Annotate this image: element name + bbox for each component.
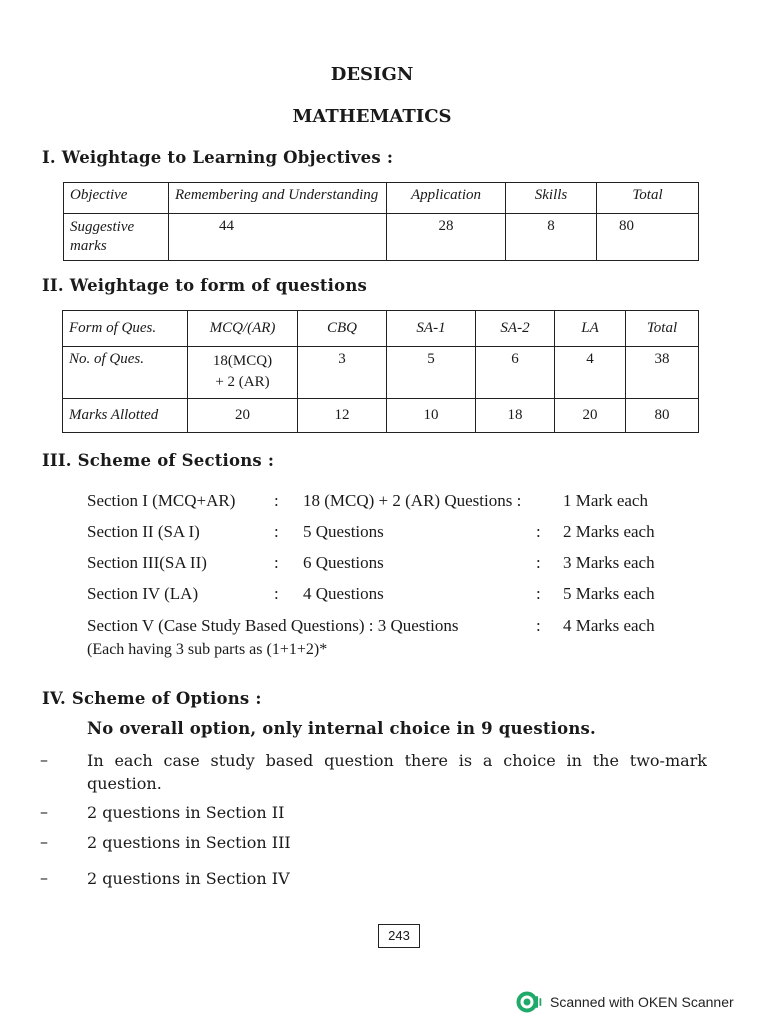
table-cell: 18(MCQ) + 2 (AR): [188, 347, 298, 399]
table-header-cell: Skills: [506, 183, 597, 214]
table-cell: 80: [626, 399, 699, 433]
marks-each: 1 Mark each: [563, 491, 648, 510]
table-header-cell: Total: [626, 311, 699, 347]
section-5-note: (Each having 3 sub parts as (1+1+2)*: [87, 641, 328, 658]
row-label-cell: No. of Ques.: [63, 347, 188, 399]
page-title: DESIGN: [330, 64, 414, 85]
list-bullet: –: [40, 832, 48, 851]
colon: :: [536, 584, 541, 603]
table-header-cell: Application: [387, 183, 506, 214]
table-header-cell: Remembering and Understanding: [169, 183, 387, 214]
table-header-cell: CBQ: [298, 311, 387, 347]
table-cell: 80: [597, 214, 699, 261]
section-1-heading: I. Weightage to Learning Objectives :: [42, 148, 394, 167]
colon: :: [536, 553, 541, 572]
subject-title: MATHEMATICS: [292, 106, 452, 127]
marks-each: 3 Marks each: [563, 553, 655, 572]
table-header-cell: LA: [555, 311, 626, 347]
table-cell: 3: [298, 347, 387, 399]
table-cell: 38: [626, 347, 699, 399]
marks-each: 4 Marks each: [563, 616, 655, 635]
section-name: Section I (MCQ+AR): [87, 491, 236, 510]
table-cell: 4: [555, 347, 626, 399]
list-item: 2 questions in Section IV: [87, 869, 290, 888]
scanner-text: Scanned with OKEN Scanner: [550, 994, 734, 1010]
scanner-logo-icon: [516, 991, 542, 1013]
colon: :: [536, 522, 541, 541]
table-cell: 20: [188, 399, 298, 433]
page-number: 243: [378, 924, 420, 948]
question-forms-table: [62, 310, 699, 433]
colon: :: [536, 616, 541, 635]
colon: :: [274, 491, 279, 510]
section-3-heading: III. Scheme of Sections :: [42, 451, 275, 470]
marks-each: 2 Marks each: [563, 522, 655, 541]
list-bullet: –: [40, 868, 48, 887]
table-cell: 12: [298, 399, 387, 433]
colon: :: [274, 522, 279, 541]
table-cell: 20: [555, 399, 626, 433]
table-header-cell: Objective: [64, 183, 169, 214]
question-count: 18 (MCQ) + 2 (AR) Questions :: [303, 491, 522, 510]
objectives-table: [63, 182, 699, 261]
question-count: 6 Questions: [303, 553, 384, 572]
list-item: 2 questions in Section III: [87, 833, 291, 852]
section-2-heading: II. Weightage to form of questions: [42, 276, 368, 295]
row-label-cell: Suggestive marks: [64, 214, 169, 261]
table-cell: 8: [506, 214, 597, 261]
table-cell: 10: [387, 399, 476, 433]
table-cell: 44: [169, 214, 387, 261]
question-count: 5 Questions: [303, 522, 384, 541]
scanner-watermark: [516, 990, 734, 1014]
table-cell: 5: [387, 347, 476, 399]
list-item: In each case study based question there is a choice in the two-mark question.: [87, 751, 707, 793]
section-name: Section II (SA I): [87, 522, 200, 541]
list-bullet: –: [40, 750, 48, 769]
list-bullet: –: [40, 802, 48, 821]
table-cell: 28: [387, 214, 506, 261]
table-header-cell: Total: [597, 183, 699, 214]
list-item: 2 questions in Section II: [87, 803, 285, 822]
table-cell: 18: [476, 399, 555, 433]
options-subheading: No overall option, only internal choice in 9 questions.: [87, 719, 596, 738]
section-name: Section III(SA II): [87, 553, 207, 572]
section-4-heading: IV. Scheme of Options :: [42, 689, 262, 708]
question-count: 4 Questions: [303, 584, 384, 603]
colon: :: [274, 584, 279, 603]
section-name: Section V (Case Study Based Questions) : 3 Questions: [87, 616, 459, 635]
table-header-cell: Form of Ques.: [63, 311, 188, 347]
table-header-cell: SA-1: [387, 311, 476, 347]
table-header-cell: MCQ/(AR): [188, 311, 298, 347]
section-name: Section IV (LA): [87, 584, 199, 603]
table-header-cell: SA-2: [476, 311, 555, 347]
row-label-cell: Marks Allotted: [63, 399, 188, 433]
colon: :: [274, 553, 279, 572]
marks-each: 5 Marks each: [563, 584, 655, 603]
table-cell: 6: [476, 347, 555, 399]
